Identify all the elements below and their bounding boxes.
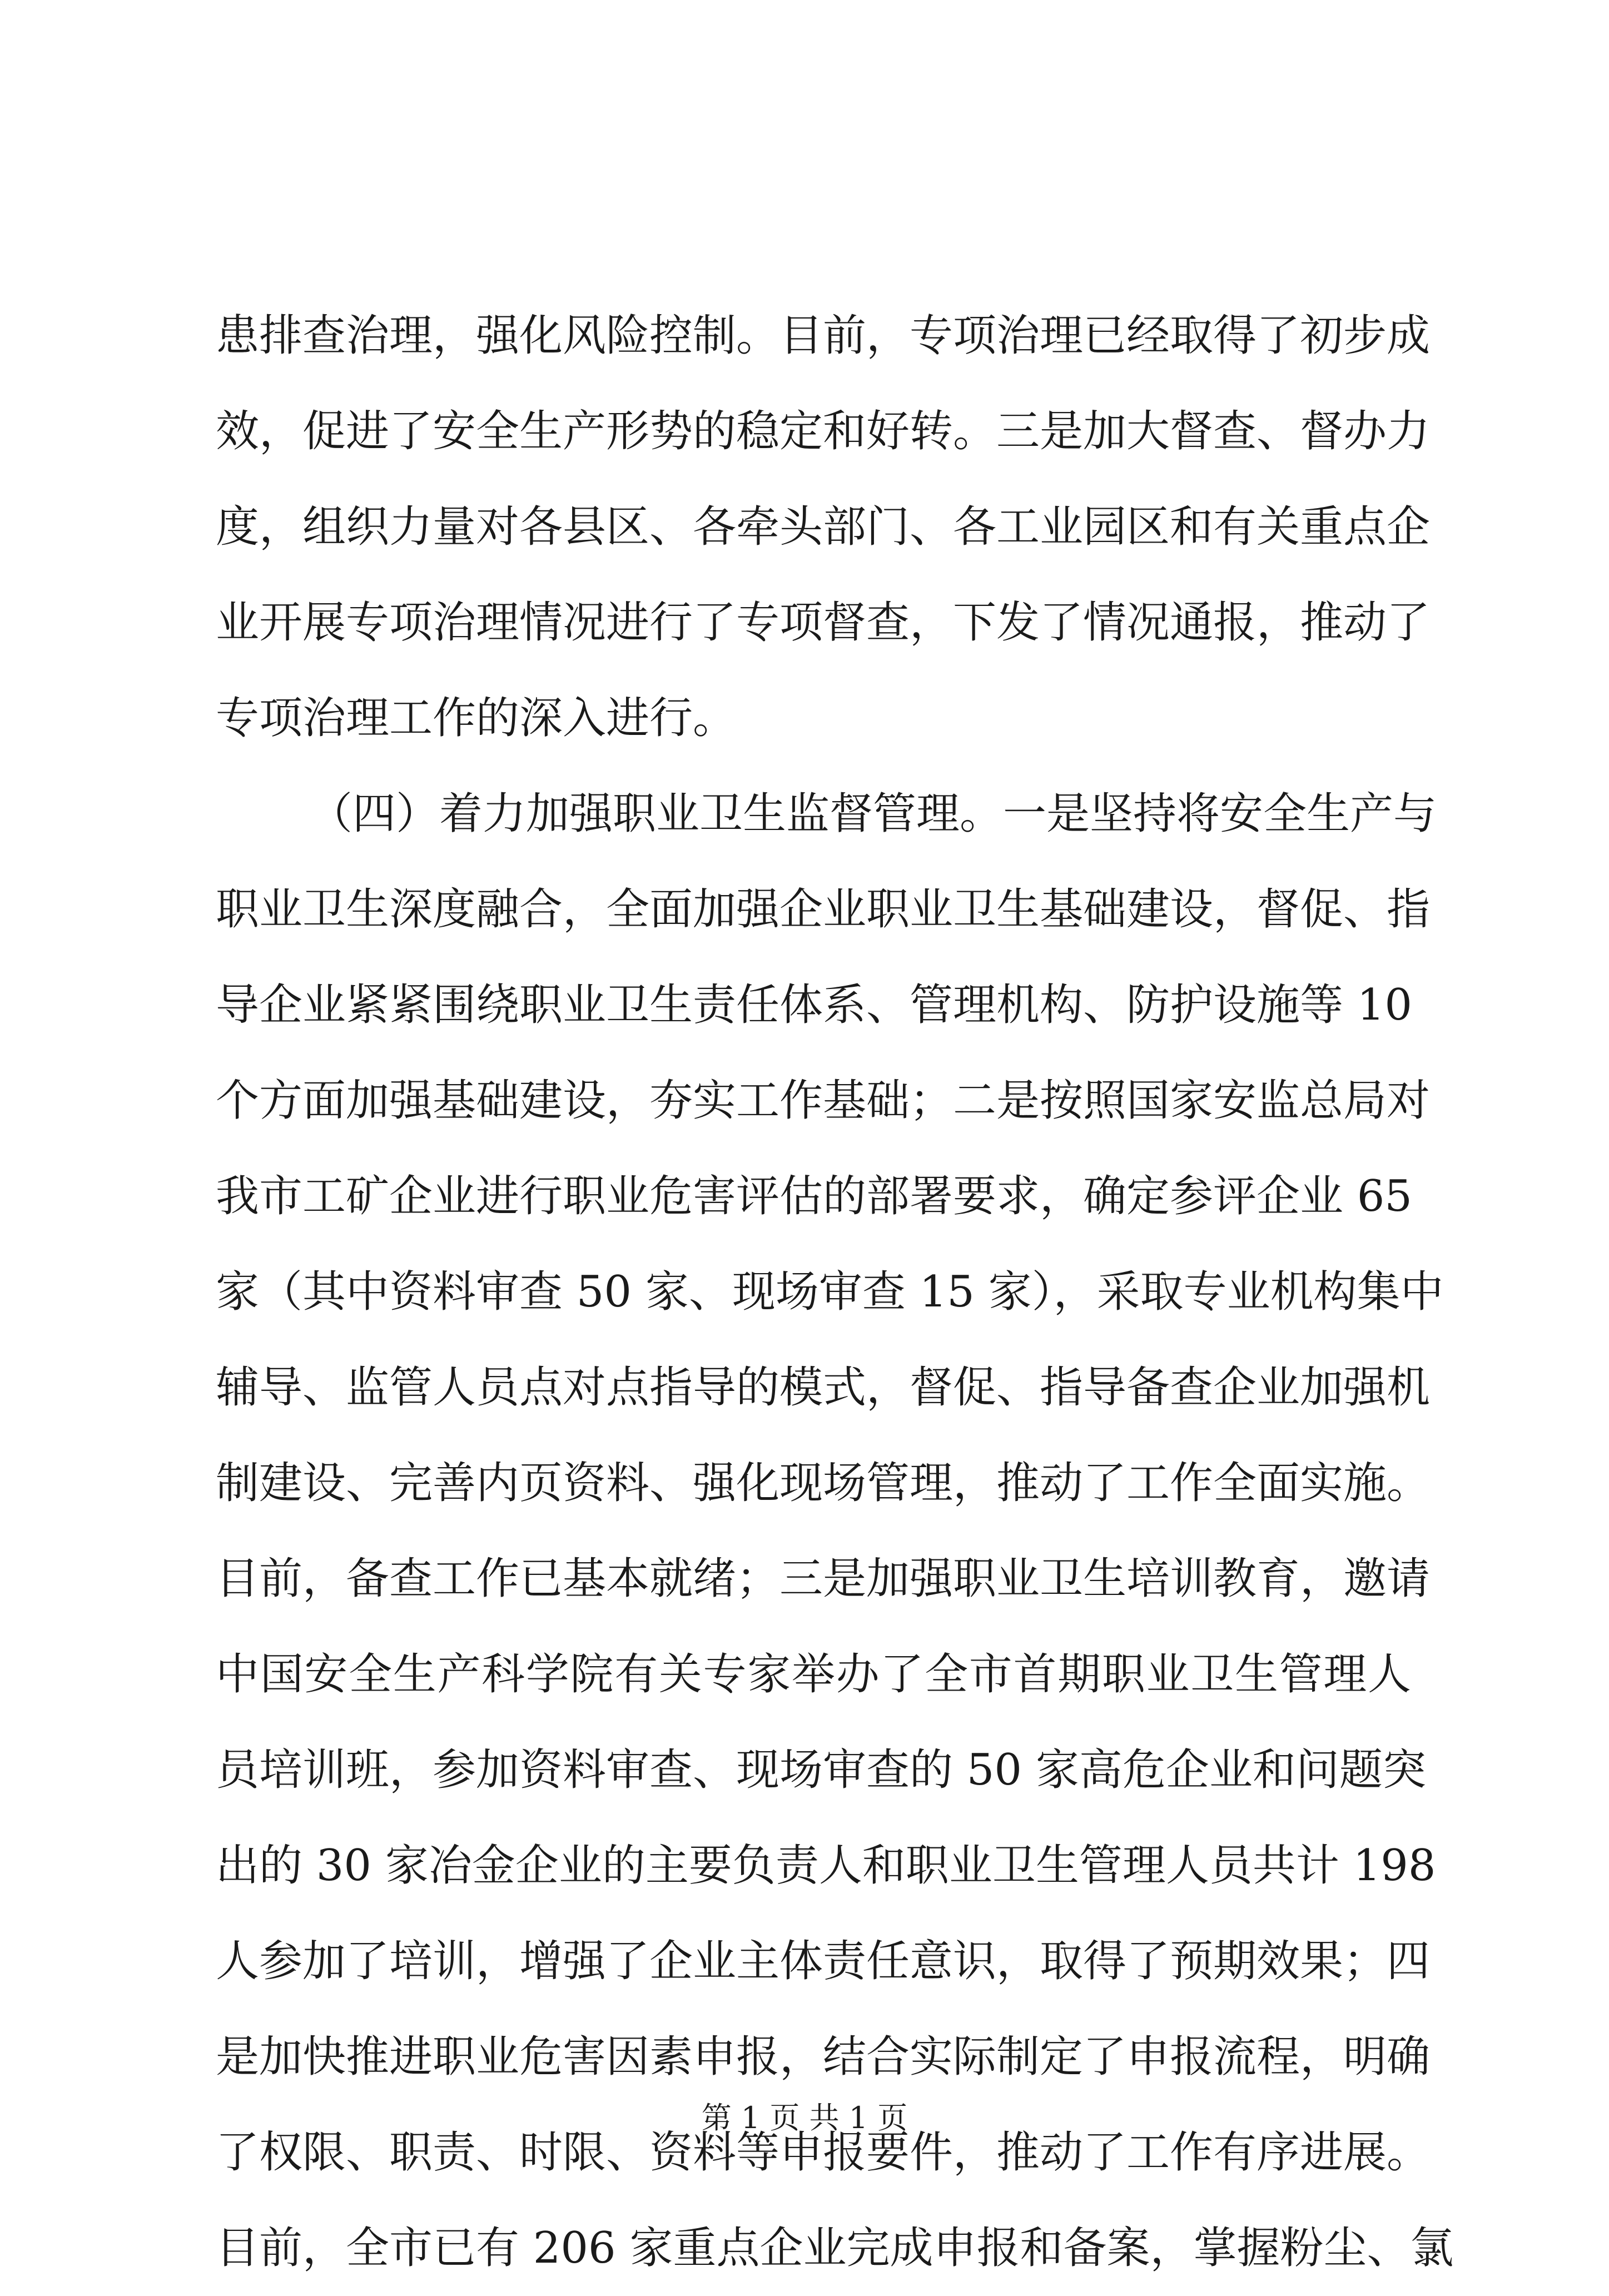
text-line: 我市工矿企业进行职业危害评估的部署要求，确定参评企业 65 [216, 1171, 1413, 1221]
text-line: 了权限、职责、时限、资料等申报要件，推动了工作有序进展。 [216, 2128, 1431, 2178]
text-line: 效，促进了安全生产形势的稳定和好转。三是加大督查、督办力 [216, 406, 1431, 456]
text-line: 职业卫生深度融合，全面加强企业职业卫生基础建设，督促、指 [216, 884, 1431, 935]
body-text [216, 288, 1454, 2296]
text-line: 家（其中资料审查 50 家、现场审查 15 家），采取专业机构集中 [216, 1267, 1444, 1317]
page-number: 第 1 页 共 1 页 [701, 2100, 908, 2135]
text-line: 专项治理工作的深入进行。 [216, 693, 737, 743]
text-line: 制建设、完善内页资料、强化现场管理，推动了工作全面实施。 [216, 1458, 1431, 1508]
text-line: 目前，全市已有 206 家重点企业完成申报和备案，掌握粉尘、氯 [216, 2223, 1454, 2273]
text-line: 出的 30 家冶金企业的主要负责人和职业卫生管理人员共计 198 [216, 1841, 1436, 1891]
text-line: 是加快推进职业危害因素申报，结合实际制定了申报流程，明确 [216, 2032, 1431, 2082]
text-line: 中国安全生产科学院有关专家举办了全市首期职业卫生管理人 [216, 1649, 1411, 1699]
text-line: 业开展专项治理情况进行了专项督查，下发了情况通报，推动了 [216, 598, 1431, 648]
text-line: 目前，备查工作已基本就绪；三是加强职业卫生培训教育，邀请 [216, 1554, 1431, 1604]
text-line: 员培训班，参加资料审查、现场审查的 50 家高危企业和问题突 [216, 1745, 1426, 1795]
page-footer [0, 2096, 1609, 2140]
text-line: 度，组织力量对各县区、各牵头部门、各工业园区和有关重点企 [216, 502, 1431, 552]
text-line: 辅导、监管人员点对点指导的模式，督促、指导备查企业加强机 [216, 1363, 1431, 1413]
text-line: 个方面加强基础建设，夯实工作基础；二是按照国家安监总局对 [216, 1076, 1431, 1126]
text-line: 患排查治理，强化风险控制。目前，专项治理已经取得了初步成 [216, 311, 1431, 361]
text-line: 人参加了培训，增强了企业主体责任意识，取得了预期效果；四 [216, 1936, 1431, 1986]
text-line: 导企业紧紧围绕职业卫生责任体系、管理机构、防护设施等 10 [216, 980, 1413, 1030]
section-heading-line: （四）着力加强职业卫生监督管理。一是坚持将安全生产与 [309, 789, 1437, 839]
